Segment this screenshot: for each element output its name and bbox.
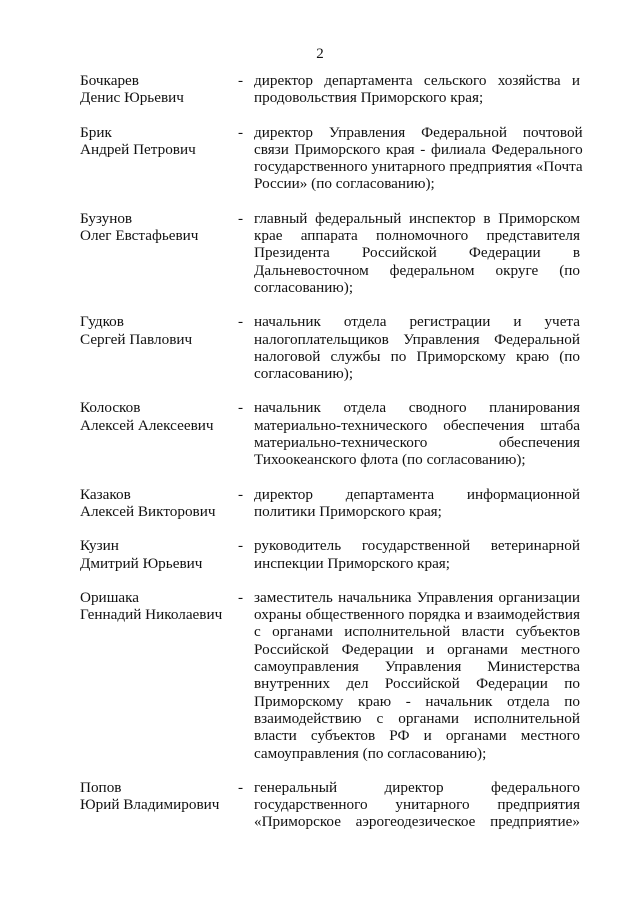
separator-dash: - bbox=[238, 588, 244, 606]
member-given-names: Юрий Владимирович bbox=[80, 796, 220, 814]
member-given-names: Алексей Алексеевич bbox=[80, 416, 214, 434]
member-entry bbox=[80, 486, 580, 521]
member-name bbox=[80, 72, 238, 107]
position-line: генеральный директор федерального bbox=[254, 778, 580, 796]
member-entry bbox=[80, 779, 580, 831]
member-position bbox=[254, 124, 583, 193]
separator-dash: - bbox=[238, 123, 244, 141]
position-line: продовольствия Приморского края; bbox=[254, 89, 484, 107]
separator-dash: - bbox=[238, 399, 244, 417]
position-line: налоговой службы по Приморскому краю (по bbox=[254, 347, 580, 365]
position-line: согласованию); bbox=[254, 365, 354, 383]
member-given-names: Олег Евстафьевич bbox=[80, 227, 199, 245]
position-line: Российской Федерации и органами местного bbox=[254, 640, 580, 658]
member-surname: Казаков bbox=[80, 485, 131, 503]
member-name bbox=[80, 779, 238, 814]
member-entry bbox=[80, 589, 580, 762]
position-line: Дальневосточном федеральном округе (по bbox=[254, 261, 580, 279]
position-line: взаимодействию с органами исполнительной bbox=[254, 709, 580, 727]
member-name bbox=[80, 124, 238, 159]
position-line: начальник отдела сводного планирования bbox=[254, 399, 580, 417]
member-surname: Гудков bbox=[80, 313, 124, 331]
position-line: заместитель начальника Управления организации bbox=[254, 588, 580, 606]
member-surname: Попов bbox=[80, 778, 122, 796]
separator-dash: - bbox=[238, 537, 244, 555]
separator-dash: - bbox=[238, 72, 244, 89]
member-surname: Колосков bbox=[80, 399, 141, 417]
position-line: внутренних дел Российской Федерации по bbox=[254, 675, 580, 693]
position-line: охраны общественного порядка и взаимодействия bbox=[254, 606, 580, 624]
member-surname: Бузунов bbox=[80, 209, 133, 227]
member-given-names: Андрей Петрович bbox=[80, 140, 196, 158]
page-number: 2 bbox=[316, 46, 324, 62]
position-line: с органами исполнительной власти субъектов bbox=[254, 623, 580, 641]
position-line: Тихоокеанского флота (по согласованию); bbox=[254, 451, 526, 469]
position-line: «Приморское аэрогеодезическое предприятие» bbox=[254, 813, 580, 831]
member-position bbox=[254, 779, 580, 831]
member-entry bbox=[80, 210, 580, 296]
member-entry bbox=[80, 537, 580, 572]
position-line: крае аппарата полномочного представителя bbox=[254, 227, 580, 245]
position-line: связи Приморского края - филиала Федерального bbox=[254, 140, 583, 158]
member-position bbox=[254, 210, 580, 296]
member-position bbox=[254, 486, 580, 521]
member-position bbox=[254, 589, 580, 762]
member-entry bbox=[80, 72, 580, 107]
member-name bbox=[80, 486, 238, 521]
position-line: начальник отдела регистрации и учета bbox=[254, 313, 580, 331]
member-surname: Кузин bbox=[80, 537, 119, 555]
member-entry bbox=[80, 313, 580, 382]
position-line: Президента Российской Федерации в bbox=[254, 244, 580, 262]
member-surname: Оришака bbox=[80, 588, 140, 606]
position-line: руководитель государственной ветеринарной bbox=[254, 537, 580, 555]
member-position bbox=[254, 537, 580, 572]
separator-dash: - bbox=[238, 778, 244, 796]
member-given-names: Дмитрий Юрьевич bbox=[80, 554, 203, 572]
separator-dash: - bbox=[238, 485, 244, 503]
position-line: власти субъектов РФ и органами местного bbox=[254, 727, 580, 745]
position-line: политики Приморского края; bbox=[254, 502, 442, 520]
member-position bbox=[254, 399, 580, 468]
member-name bbox=[80, 589, 238, 624]
separator-dash: - bbox=[238, 313, 244, 331]
member-position bbox=[254, 313, 580, 382]
member-given-names: Денис Юрьевич bbox=[80, 89, 184, 107]
member-given-names: Сергей Павлович bbox=[80, 330, 193, 348]
position-line: самоуправления Управления Министерства bbox=[254, 658, 580, 676]
position-line: директор Управления Федеральной почтовой bbox=[254, 123, 583, 141]
member-position bbox=[254, 72, 580, 107]
position-line: согласованию); bbox=[254, 278, 354, 296]
position-line: материально-технического обеспечения bbox=[254, 434, 580, 452]
position-line: материально-технического обеспечения штаба bbox=[254, 416, 580, 434]
position-line: Приморскому краю - начальник отдела по bbox=[254, 692, 580, 710]
member-name bbox=[80, 313, 238, 348]
member-entry bbox=[80, 123, 583, 193]
member-given-names: Алексей Викторович bbox=[80, 502, 216, 520]
member-surname: Бочкарев bbox=[80, 72, 139, 89]
member-list bbox=[80, 72, 583, 831]
member-name bbox=[80, 210, 238, 245]
position-line: главный федеральный инспектор в Приморском bbox=[254, 209, 580, 227]
position-line: государственного унитарного предприятия bbox=[254, 796, 580, 814]
position-line: самоуправления (по согласованию); bbox=[254, 744, 487, 762]
position-line: государственного унитарного предприятия «Почта bbox=[254, 158, 583, 176]
position-line: России» (по согласованию); bbox=[254, 175, 435, 193]
position-line: директор департамента информационной bbox=[254, 485, 580, 503]
position-line: инспекции Приморского края; bbox=[254, 554, 451, 572]
member-name bbox=[80, 537, 238, 572]
member-given-names: Геннадий Николаевич bbox=[80, 606, 223, 624]
separator-dash: - bbox=[238, 209, 244, 227]
member-surname: Брик bbox=[80, 123, 112, 141]
member-name bbox=[80, 399, 238, 434]
member-entry bbox=[80, 399, 580, 468]
position-line: директор департамента сельского хозяйства и bbox=[254, 72, 580, 89]
position-line: налогоплательщиков Управления Федеральной bbox=[254, 330, 580, 348]
